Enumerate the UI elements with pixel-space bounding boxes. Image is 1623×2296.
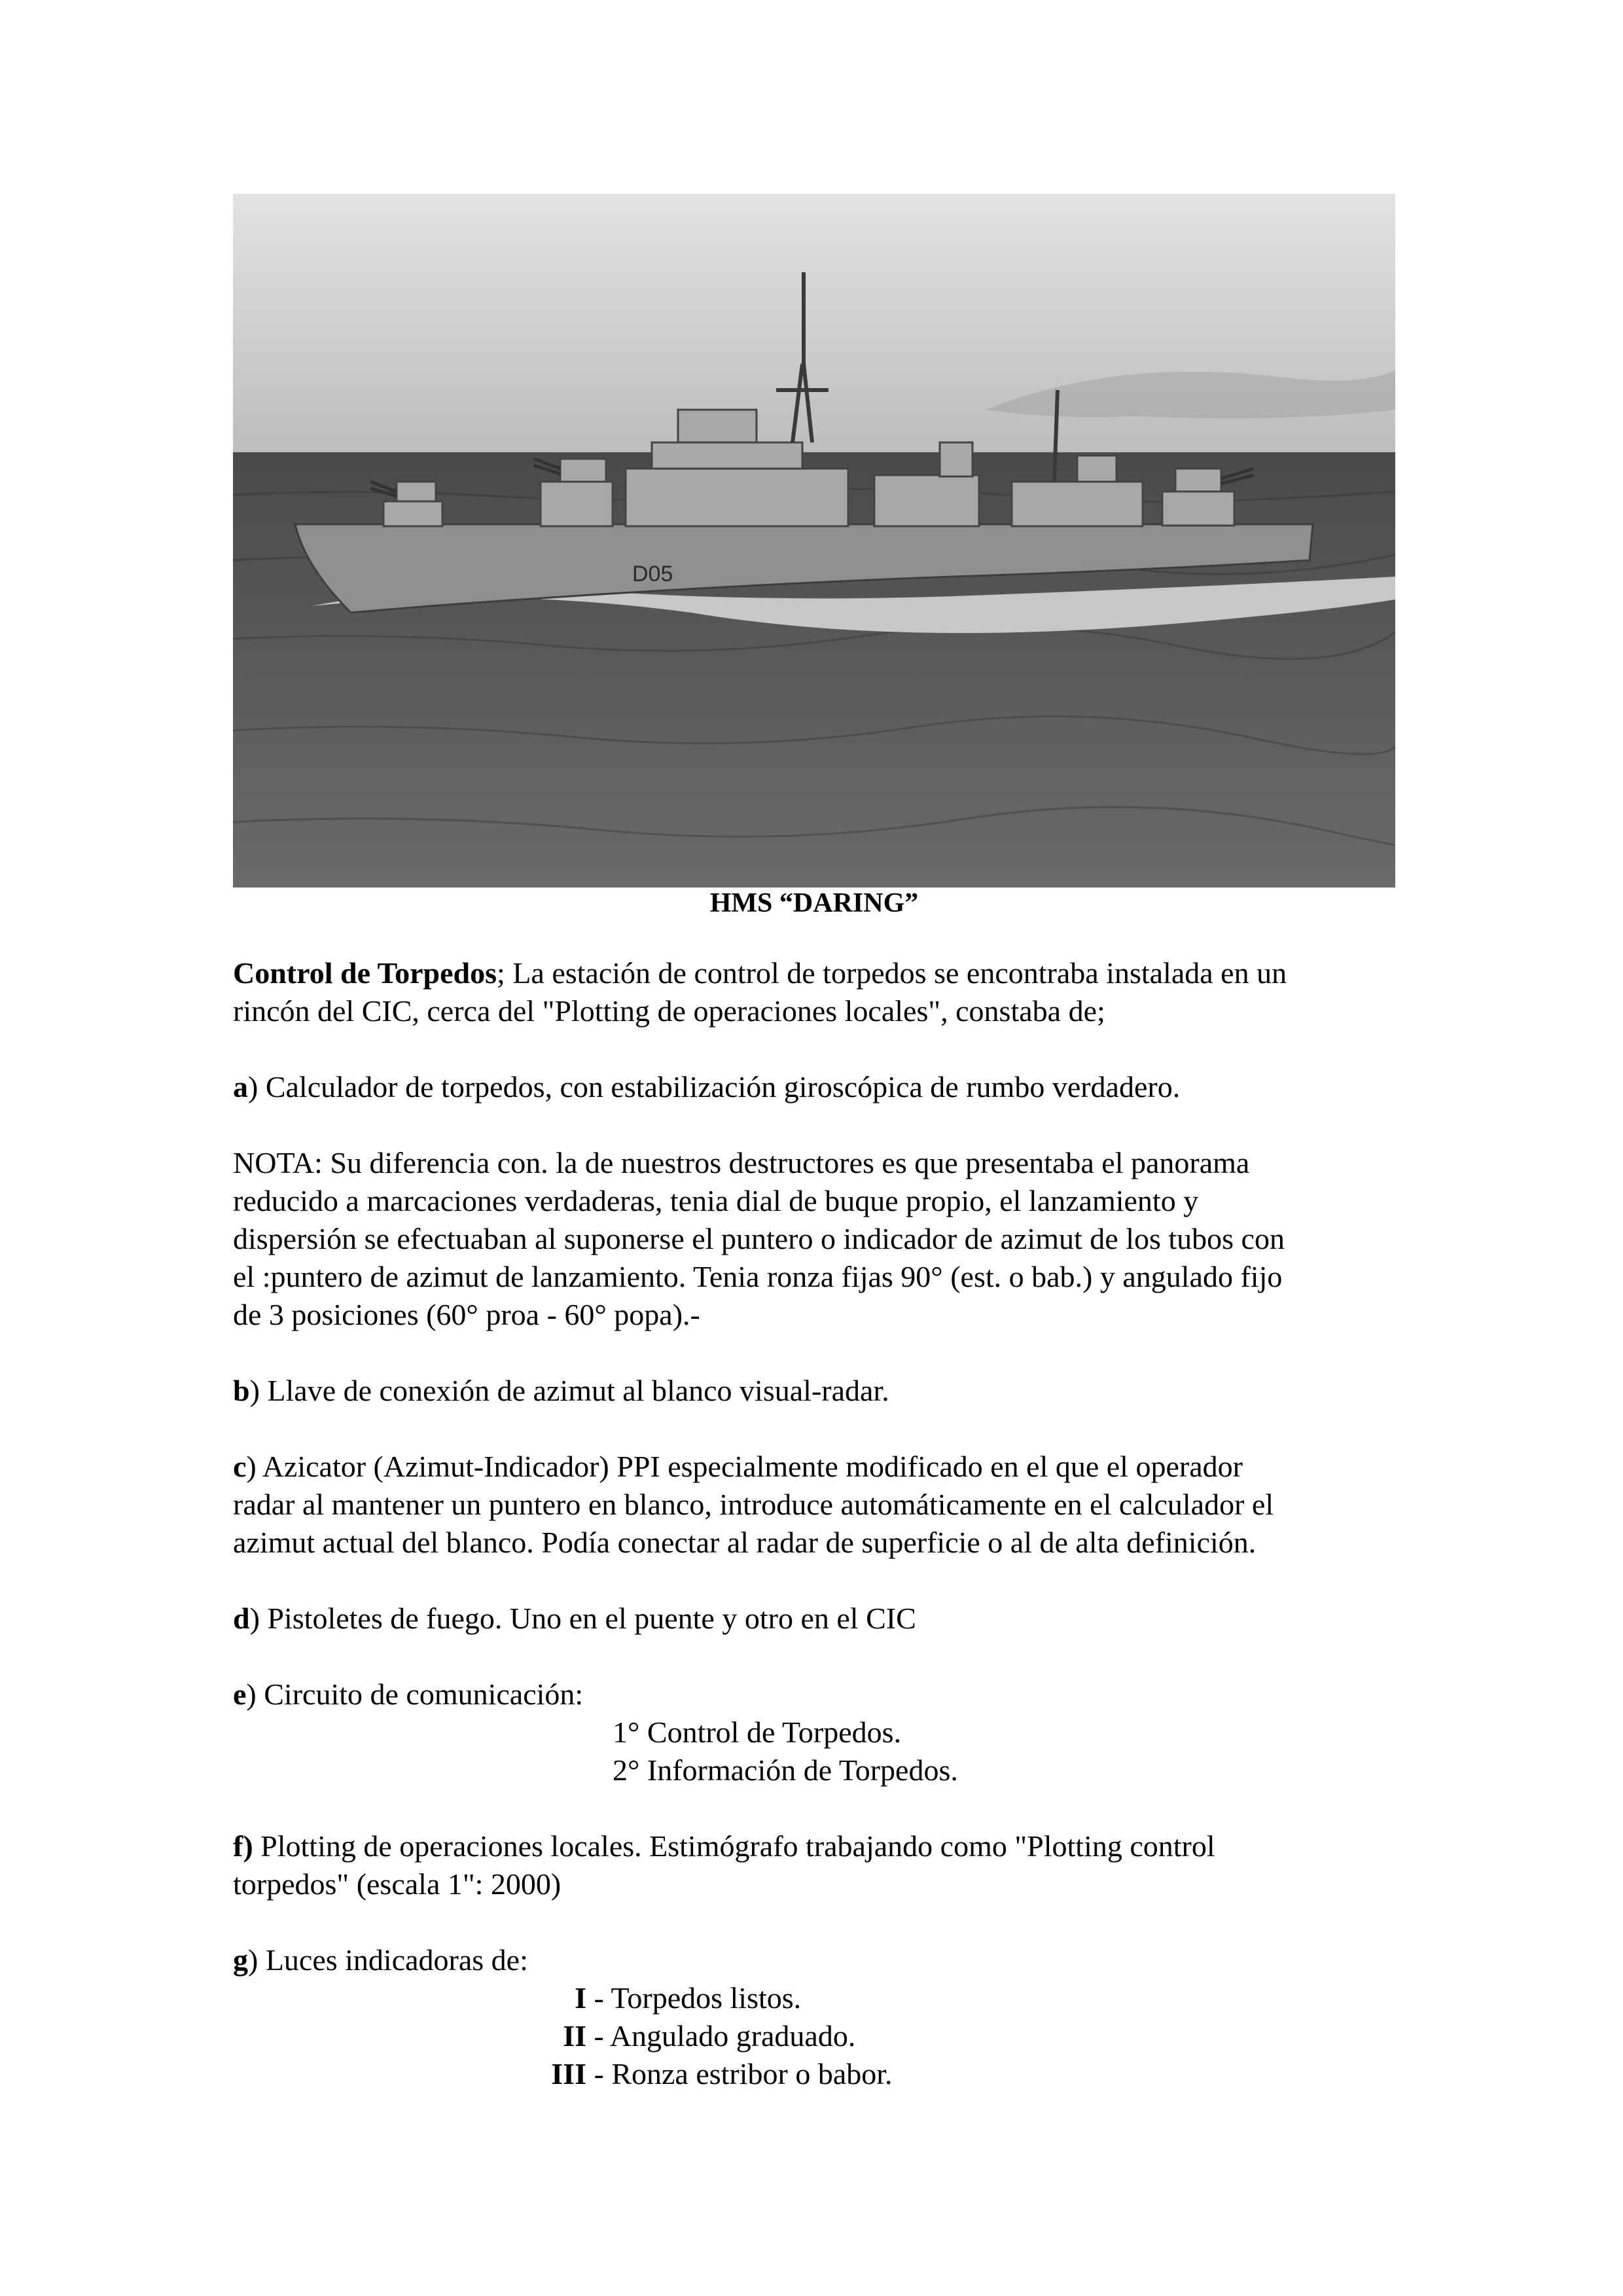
item-g-sub: III - Ronza estribor o babor.	[551, 2057, 893, 2090]
ship-photo	[233, 194, 1395, 888]
item-a: a) Calculador de torpedos, con estabilización giroscópica de rumbo verdadero.	[233, 1070, 1181, 1103]
item-b: b) Llave de conexión de azimut al blanco visual-radar.	[233, 1374, 889, 1407]
nota-line: reducido a marcaciones verdaderas, tenia dial de buque propio, el lanzamiento y	[233, 1184, 1199, 1217]
nota-line: dispersión se efectuaban al suponerse el puntero o indicador de azimut de los tubos con	[233, 1222, 1285, 1255]
item-e: e) Circuito de comunicación:	[233, 1677, 584, 1711]
item-g-sub: I - Torpedos listos.	[575, 1981, 802, 2015]
hull-number: D05	[632, 562, 673, 586]
ship-photo-illustration	[233, 194, 1395, 888]
item-e-sub: 2° Información de Torpedos.	[613, 1753, 958, 1787]
item-d: d) Pistoletes de fuego. Uno en el puente y otro en el CIC	[233, 1602, 916, 1635]
document-body	[233, 954, 1411, 2093]
item-c-line-2: radar al mantener un puntero en blanco, introduce automáticamente en el calculador el	[233, 1488, 1274, 1521]
item-c: c) Azicator (Azimut-Indicador) PPI especialmente modificado en el que el operador	[233, 1450, 1243, 1483]
nota-line: el :puntero de azimut de lanzamiento. Tenia ronza fijas 90° (est. o bab.) y angulado fijo	[233, 1260, 1283, 1293]
item-f-line-2: torpedos" (escala 1": 2000)	[233, 1867, 562, 1901]
nota-line: de 3 posiciones (60° proa - 60° popa).-	[233, 1298, 700, 1331]
item-e-sub: 1° Control de Torpedos.	[613, 1715, 902, 1749]
intro-heading: Control de Torpedos	[233, 956, 497, 990]
item-f: f) Plotting de operaciones locales. Estimógrafo trabajando como "Plotting control	[233, 1829, 1215, 1863]
photo-caption: HMS “DARING”	[709, 888, 919, 918]
item-g-sub: II - Angulado graduado.	[563, 2019, 856, 2053]
item-g: g) Luces indicadoras de:	[233, 1943, 528, 1977]
nota-line: NOTA: Su diferencia con. la de nuestros destructores es que presentaba el panorama	[233, 1146, 1250, 1179]
intro-line-1: Control de Torpedos; La estación de control de torpedos se encontraba instalada en un	[233, 956, 1287, 990]
intro-line-2: rincón del CIC, cerca del "Plotting de operaciones locales", constaba de;	[233, 994, 1105, 1028]
item-c-line-3: azimut actual del blanco. Podía conectar al radar de superficie o al de alta definición.	[233, 1526, 1257, 1559]
